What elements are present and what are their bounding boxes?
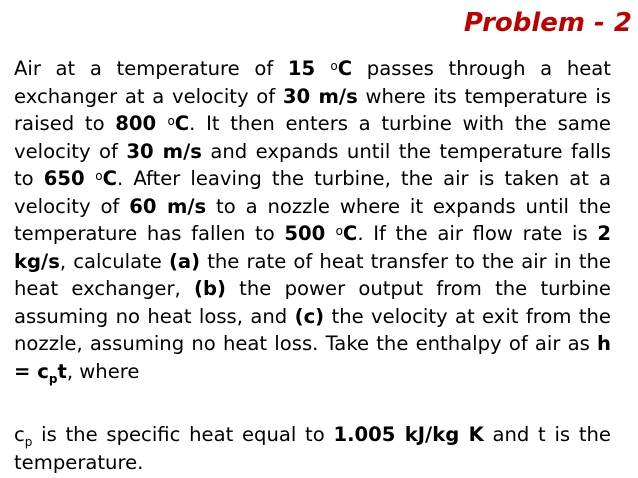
text-run: the rate of heat transfer to the air in the heat exchanger, xyxy=(14,249,611,300)
text-run: and expands until the temperature falls to xyxy=(14,139,611,190)
subscript-p: p xyxy=(24,435,33,449)
text-run: , calculate xyxy=(59,249,169,273)
enthalpy-equation: h = c xyxy=(14,332,611,383)
text-run: the power output from the turbine assuming no heat loss, and xyxy=(14,277,611,328)
degree-mark: o xyxy=(335,224,343,238)
part-a-label: (a) xyxy=(168,249,201,273)
text-run: , where xyxy=(66,359,140,383)
text-run: passes through a heat exchanger at a velocity of xyxy=(14,57,611,108)
text-run: Air at a temperature of xyxy=(14,57,288,80)
text-run: is the specific heat equal to xyxy=(32,423,334,446)
velocity-value: 30 m/s xyxy=(282,84,358,108)
text-run: where its temperature is raised to xyxy=(14,84,611,135)
temperature-value: 500 xyxy=(284,222,336,245)
problem-statement xyxy=(14,55,611,385)
velocity-value: 60 m/s xyxy=(129,194,207,218)
text-run: . After leaving the turbine, the air is taken at a velocity of xyxy=(14,167,611,218)
specific-heat-value: 1.005 kJ/kg K xyxy=(333,423,484,446)
temperature-value: 15 xyxy=(287,57,331,80)
part-c-label: (c) xyxy=(294,304,325,328)
celsius-unit: C xyxy=(174,112,190,135)
text-run: and t is the temperature. xyxy=(14,423,611,474)
enthalpy-t: t xyxy=(57,359,67,383)
degree-mark: o xyxy=(167,114,175,128)
text-run: the velocity at exit from the nozzle, assuming no heat loss. Take the enthalpy of air as xyxy=(14,304,611,355)
text-run: to a nozzle where it expands until the temperature has fallen to xyxy=(14,194,611,245)
celsius-unit: C xyxy=(337,57,353,80)
temperature-value: 650 xyxy=(43,167,96,190)
temperature-value: 800 xyxy=(115,112,168,135)
cp-symbol: c xyxy=(14,423,25,446)
slide-title: Problem - 2 xyxy=(463,8,632,38)
degree-mark: o xyxy=(95,169,103,183)
celsius-unit: C xyxy=(342,222,358,245)
text-run: . If the air flow rate is xyxy=(357,222,598,245)
text-run: . It then enters a turbine with the same velocity of xyxy=(14,112,611,163)
velocity-value: 30 m/s xyxy=(126,139,202,163)
specific-heat-statement xyxy=(14,421,611,476)
degree-mark: o xyxy=(330,59,338,73)
subscript-text: p xyxy=(48,371,58,386)
flow-rate-value: 2 kg/s xyxy=(14,222,611,273)
celsius-unit: C xyxy=(102,167,118,190)
part-b-label: (b) xyxy=(194,277,226,300)
